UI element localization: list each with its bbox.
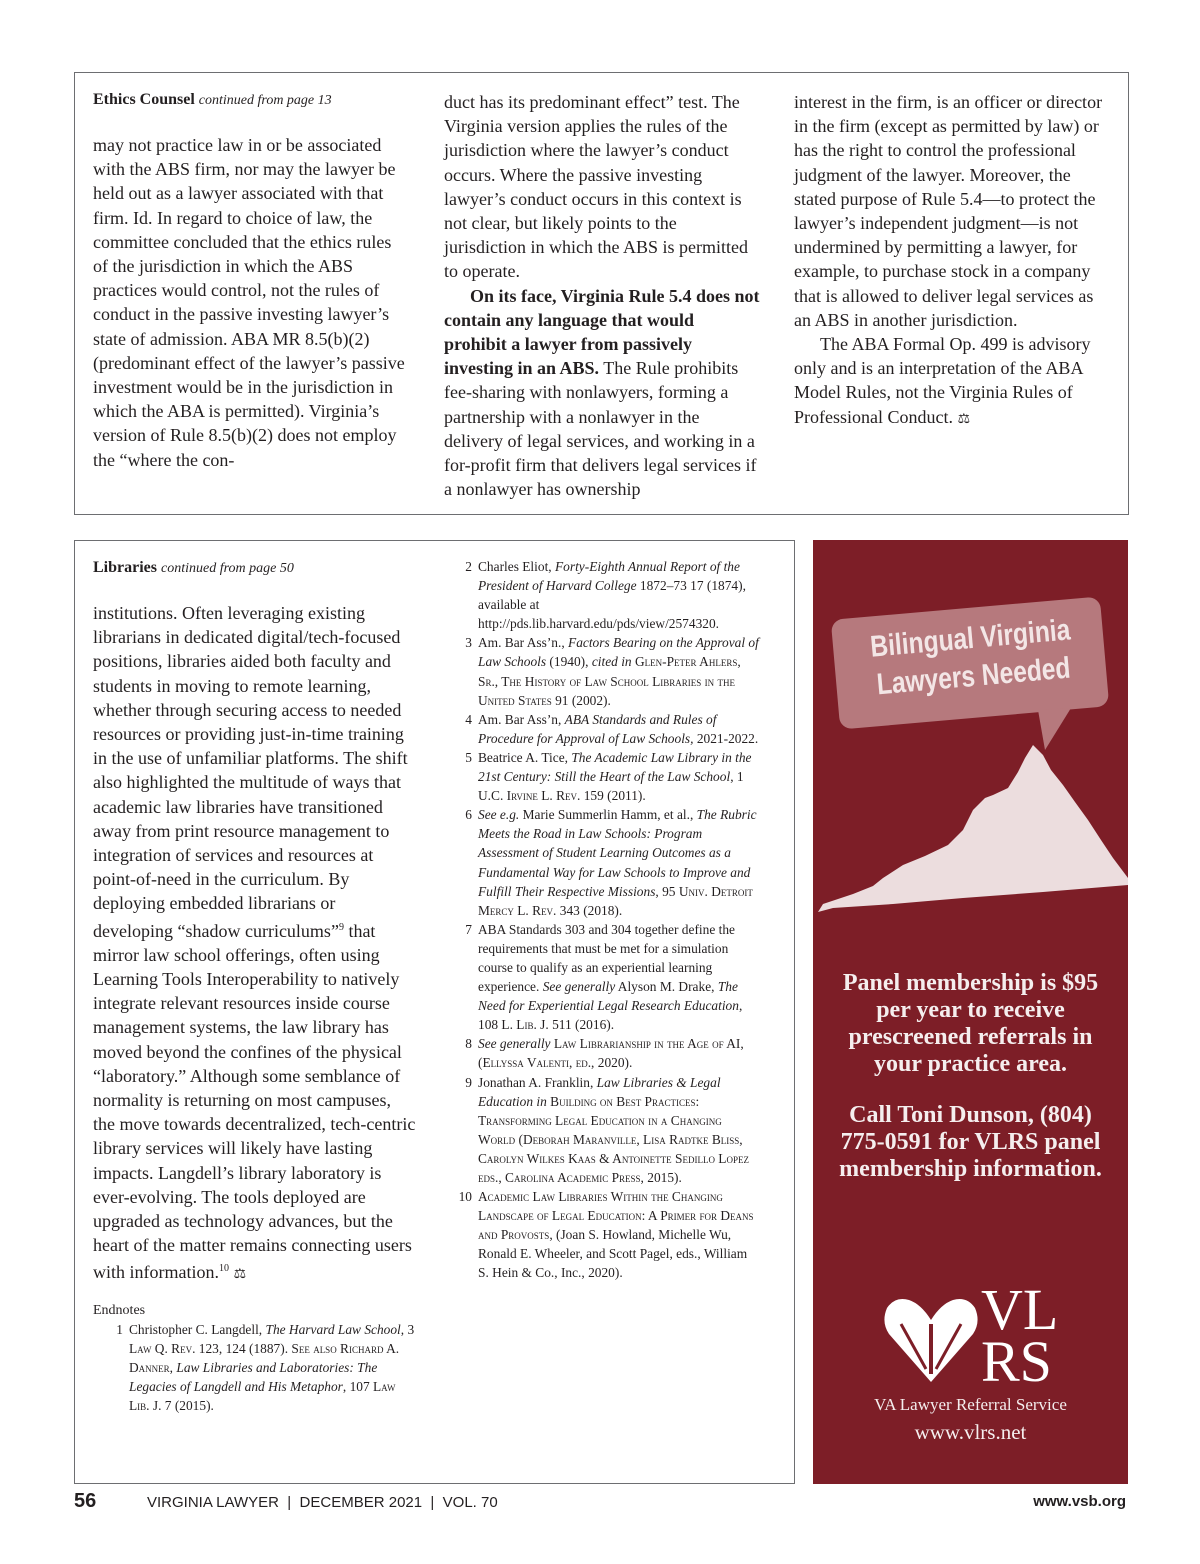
endnote-italic: The Rubric Meets the Road in Law Schools: Program Assessment of Student Learning Outcomes as a Fundamental Way for Law Schools to Improve and Fulfill Their Respective Missions: [478, 807, 757, 899]
site-url: www.vsb.org: [1033, 1493, 1126, 1510]
endnote-text: , 108 L. Lib. J. 511 (2016).: [478, 998, 743, 1033]
endnote-7: [450, 920, 760, 1035]
endnote-text: Am. Bar Ass’n.,: [478, 635, 569, 651]
endnote-num: 5: [465, 749, 472, 765]
ethics-col3-text: The ABA Formal Op. 499 is advisory only and is an interpretation of the ABA Model Rules, not the Virginia Rules of Professional Conduct.: [794, 334, 1091, 427]
ethics-col2-rest: The Rule prohibits fee-sharing with nonlawyers, forming a partnership with a nonlawyer in the delivery of legal services, and working in a for-profit firm that delivers legal services if a nonlawyer has ownership: [444, 358, 757, 500]
endnote-num: 6: [465, 807, 472, 823]
endnotes-label: Endnotes: [93, 1302, 146, 1318]
endnote-1: [101, 1320, 416, 1415]
endnote-num: 4: [465, 711, 472, 727]
endnote-text: , 107 Law Lib. J. 7 (2015).: [129, 1378, 396, 1414]
endnote-text: , 95 Univ. Detroit Mercy L. Rev. 343 (2018).: [478, 883, 753, 918]
footnote-ref-9: 9: [338, 921, 344, 933]
ethics-col3-para1: interest in the firm, is an officer or director in the firm (except as permitted by law) or has the right to control the professional judgment of the lawyer. Moreover, the stated purpose of Rule 5.4—to protect the lawyer’s independent judgment—is not undermined by permitting a lawyer, for example, to purchase stock in a company that is allowed to deliver legal services as an ABS in another jurisdiction.: [794, 92, 1103, 330]
endnote-text: , 3 Law Q. Rev. 123, 124 (1887). See also Richard A. Danner,: [129, 1321, 415, 1375]
ad-call-text: Call Toni Dunson, (804) 775-0591 for VLRS panel membership information.: [839, 1102, 1102, 1182]
endnote-text: Charles Eliot,: [478, 559, 555, 574]
vlrs-advertisement: [813, 540, 1128, 1484]
endnote-text: ABA Standards 303 and 304 together define the requirements that must be met for a simulation course to qualify as an experiential learning experience.: [478, 921, 735, 995]
libraries-body-1: institutions. Often leveraging existing librarians in dedicated digital/tech-focused positions, libraries aided both faculty and students in moving to remote learning, whether through securing access to needed resources or providing just-in-time training in the use of unfamiliar platforms. The shift also highlighted the multitude of ways that academic law libraries have transitioned away from print resource management to integration of services and resources at point-of-need in the curriculum. By deploying embedded librarians or developing “shadow curriculums”: [93, 603, 408, 941]
libraries-heading: [93, 558, 416, 579]
endnote-italic: ABA Standards and Rules of Procedure for Approval of Law Schools,: [478, 711, 717, 746]
endnote-10: [450, 1187, 760, 1282]
vlrs-url: www.vlrs.net: [914, 1420, 1027, 1444]
endnote-italic: The Academic Law Library in the 21st Century: Still the Heart of the Law School: [478, 749, 752, 785]
libraries-title: Libraries: [93, 559, 157, 576]
endnote-text: Beatrice A. Tice,: [478, 749, 572, 765]
ethics-title: Ethics Counsel: [93, 91, 195, 108]
vlrs-heart-logo: [881, 1294, 981, 1384]
endnote-num: 3: [465, 635, 472, 651]
endnote-text: 2021-2022.: [693, 730, 759, 746]
endnote-text: Building on Best Practices: Transforming Legal Education in a Changing World (Deborah Maranville, Lisa Radtke Bliss, Carolyn Wilkes Kaas & Antoinette Sedillo Lopez eds., Carolina Academic Press, 2015).: [478, 1093, 749, 1185]
endnote-3: [450, 633, 760, 709]
virginia-map-icon: [818, 745, 1128, 912]
endnote-text: Alyson M. Drake,: [615, 979, 718, 995]
ethics-col-1: [93, 90, 405, 472]
libraries-body: [93, 601, 416, 1287]
ethics-col3-para2: [794, 332, 1110, 431]
vlrs-logo-text: VLRS: [981, 1277, 1059, 1394]
endnote-text: Academic Law Libraries Within the Changing Landscape of Legal Education: A Primer for Deans and Provosts: [478, 1189, 754, 1243]
libraries-body-2: that mirror law school offerings, often using Learning Tools Interoperability to natively integrate relevant resources inside course management systems, the law library has moved beyond the confines of the physical “laboratory.” Although some semblance of normality is returning on most campuses, the move towards decentralized, tech-centric library services will likely have lasting impacts. Langdell’s library laboratory is ever-evolving. The tools deployed are upgraded as technology advances, but the heart of the matter remains connecting users with information.: [93, 920, 416, 1283]
scales-icon: ⚖: [233, 1266, 247, 1283]
ad-membership-text: Panel membership is $95 per year to receive prescreened referrals in your practice area.: [842, 970, 1099, 1077]
endnote-5: [450, 748, 760, 805]
endnote-8: [450, 1034, 760, 1072]
ethics-heading: [93, 90, 405, 111]
vlrs-service-name: VA Lawyer Referral Service: [874, 1395, 1067, 1414]
endnote-text: Glen-Peter Ahlers, Sr., The History of Law School Libraries in the United States 91 (2002).: [478, 654, 741, 708]
endnote-num: 1: [116, 1321, 123, 1337]
endnote-num: 2: [465, 559, 472, 574]
endnote-italic: The Need for Experiential Legal Research Education: [478, 979, 739, 1014]
endnote-num: 8: [465, 1036, 472, 1052]
endnote-2: [450, 557, 760, 633]
endnote-text: (1940),: [546, 654, 592, 670]
endnote-9: [450, 1073, 760, 1188]
endnote-italic: See e.g.: [478, 807, 520, 823]
ethics-col-3: [794, 90, 1110, 431]
ethics-continued: continued from page 13: [198, 93, 332, 108]
endnote-italic: The Harvard Law School: [265, 1321, 401, 1337]
ethics-col2-para1: duct has its predominant effect” test. The Virginia version applies the rules of the jurisdiction where the lawyer’s conduct occurs. Where the passive investing lawyer’s conduct occurs in this context is not clear, but likely points to the jurisdiction in which the ABS is permitted to operate.: [444, 92, 748, 282]
endnote-italic: cited in: [591, 654, 632, 670]
endnote-text: Christopher C. Langdell,: [129, 1321, 266, 1337]
ethics-col-2: [444, 90, 760, 501]
libraries-col-1: [93, 558, 416, 1415]
ethics-col1-text: may not practice law in or be associated with the ABS firm, nor may the lawyer be held out as a lawyer associated with that firm. Id. In regard to choice of law, the committee concluded that the ethics rules of the jurisdiction in which the ABS practices would control, not the rules of conduct in the passive investing lawyer’s state of admission. ABA MR 8.5(b)(2)(predominant effect of the lawyer’s passive investment would be in the jurisdiction in which the ABA is permitted). Virginia’s version of Rule 8.5(b)(2) does not employ the “where the con-: [93, 135, 405, 470]
endnote-num: 9: [465, 1074, 472, 1090]
endnote-italic: See generally: [542, 979, 616, 995]
endnote-text: Jonathan A. Franklin,: [478, 1074, 597, 1090]
scales-icon: ⚖: [957, 410, 971, 427]
endnote-num: 7: [465, 921, 472, 937]
footnote-ref-10: 10: [218, 1263, 229, 1275]
endnote-num: 10: [458, 1189, 472, 1205]
endnote-text: Law Librarianship in the Age of AI, (Ellyssa Valenti, ed., 2020).: [478, 1036, 744, 1071]
endnote-4: [450, 710, 760, 748]
endnote-6: [450, 805, 760, 920]
endnote-italic: Forty-Eighth Annual Report of the President of Harvard College: [478, 559, 740, 594]
endnote-text: Marie Summerlin Hamm, et al.,: [519, 807, 697, 823]
endnote-italic: Law Libraries & Legal Education in: [478, 1074, 721, 1109]
page-number: 56: [74, 1490, 97, 1512]
publication-info: VIRGINIA LAWYER | DECEMBER 2021 | VOL. 70: [147, 1494, 498, 1511]
endnote-italic: Law Libraries and Laboratories: The Legacies of Langdell and His Metaphor: [129, 1359, 378, 1394]
endnote-italic: Factors Bearing on the Approval of Law Schools: [478, 635, 759, 670]
endnote-text: Am. Bar Ass’n,: [478, 711, 565, 727]
ad-headline: Bilingual Virginia Lawyers Needed: [868, 613, 1072, 702]
libraries-continued: continued from page 50: [161, 561, 294, 576]
endnote-italic: See generally: [478, 1036, 551, 1052]
endnote-text: , 1 U.C. Irvine L. Rev. 159 (2011).: [478, 769, 744, 804]
endnotes-section: [93, 1301, 416, 1415]
endnote-text: 1872–73 17 (1874), available at http://pds.lib.harvard.edu/pds/view/2574320.: [478, 578, 746, 632]
endnote-text: , (Joan S. Howland, Michelle Wu, Ronald E. Wheeler, and Scott Pagel, eds., William S. Hein & Co., Inc., 2020).: [478, 1227, 748, 1281]
libraries-endnotes-col-2: [450, 557, 760, 1283]
ethics-col2-bold: On its face, Virginia Rule 5.4 does not contain any language that would prohibit a lawyer from passively investing in an ABS.: [444, 285, 760, 379]
ethics-col2-para2: [444, 284, 760, 502]
